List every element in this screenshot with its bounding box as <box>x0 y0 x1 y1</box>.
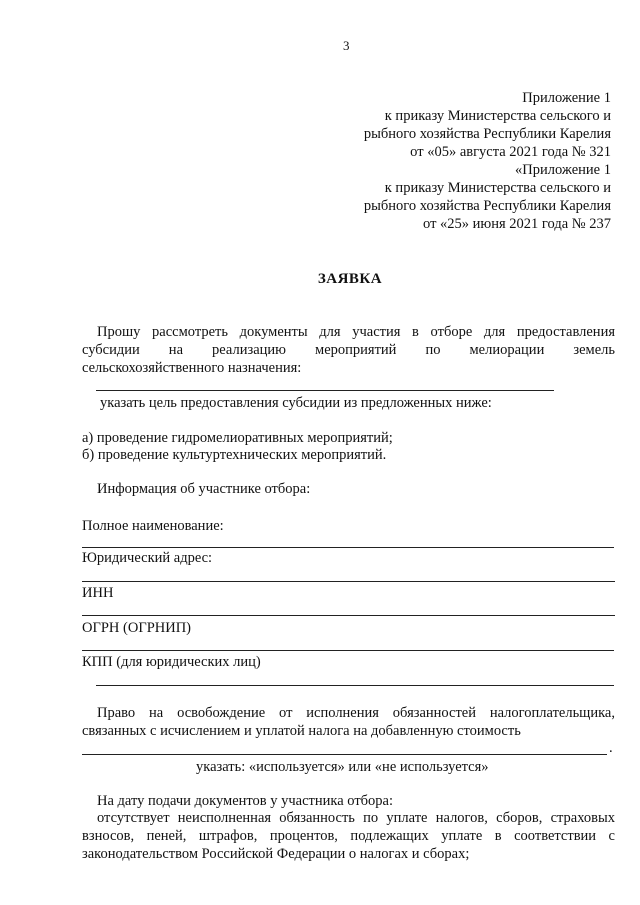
kpp-label: КПП (для юридических лиц) <box>82 654 261 670</box>
vat-hint: указать: «используется» или «не используется» <box>196 759 489 775</box>
vat-line: связанных с исчислением и уплатой налога на добавленную стоимость <box>82 723 521 739</box>
intro-line: Прошу рассмотреть документы для участия в отборе для предоставления <box>97 324 615 340</box>
document-title: ЗАЯВКА <box>317 271 383 287</box>
submission-heading: На дату подачи документов у участника отбора: <box>97 793 394 809</box>
ogrn-fill-line[interactable] <box>82 650 614 651</box>
option-b: б) проведение культуртехнических мероприятий. <box>82 447 387 463</box>
purpose-hint: указать цель предоставления субсидии из предложенных ниже: <box>100 395 492 411</box>
full-name-fill-line[interactable] <box>82 547 614 548</box>
full-name-label: Полное наименование: <box>82 518 224 534</box>
vat-line: Право на освобождение от исполнения обязанностей налогоплательщика, <box>97 705 615 721</box>
inn-label: ИНН <box>82 585 114 601</box>
obligation-line: отсутствует неисполненная обязанность по уплате налогов, сборов, страховых <box>97 810 615 826</box>
purpose-fill-line[interactable] <box>96 390 554 391</box>
vat-fill-line[interactable] <box>82 754 607 755</box>
ogrn-label: ОГРН (ОГРНИП) <box>82 620 192 636</box>
header-line: Приложение 1 <box>522 90 611 106</box>
header-line: к приказу Министерства сельского и <box>384 180 611 196</box>
legal-address-fill-line[interactable] <box>82 581 615 582</box>
legal-address-label: Юридический адрес: <box>82 550 213 566</box>
header-line: к приказу Министерства сельского и <box>384 108 611 124</box>
vat-trailing-mark: . <box>609 740 613 756</box>
header-line: рыбного хозяйства Республики Карелия <box>363 126 611 142</box>
kpp-fill-line[interactable] <box>96 685 614 686</box>
page-number: 3 <box>343 38 350 53</box>
participant-info-heading: Информация об участнике отбора: <box>97 481 311 497</box>
header-line: «Приложение 1 <box>515 162 611 178</box>
header-line: от «05» августа 2021 года № 321 <box>410 144 611 160</box>
header-line: рыбного хозяйства Республики Карелия <box>363 198 611 214</box>
obligation-line: взносов, пеней, штрафов, процентов, подлежащих уплате в соответствии с <box>82 828 615 844</box>
intro-line: сельскохозяйственного назначения: <box>82 360 302 376</box>
header-line: от «25» июня 2021 года № 237 <box>423 216 611 232</box>
intro-line: субсидии на реализацию мероприятий по мелиорации земель <box>82 342 615 358</box>
inn-fill-line[interactable] <box>82 615 615 616</box>
obligation-line: законодательством Российской Федерации о налогах и сборах; <box>82 846 470 862</box>
option-a: а) проведение гидромелиоративных мероприятий; <box>82 430 393 446</box>
